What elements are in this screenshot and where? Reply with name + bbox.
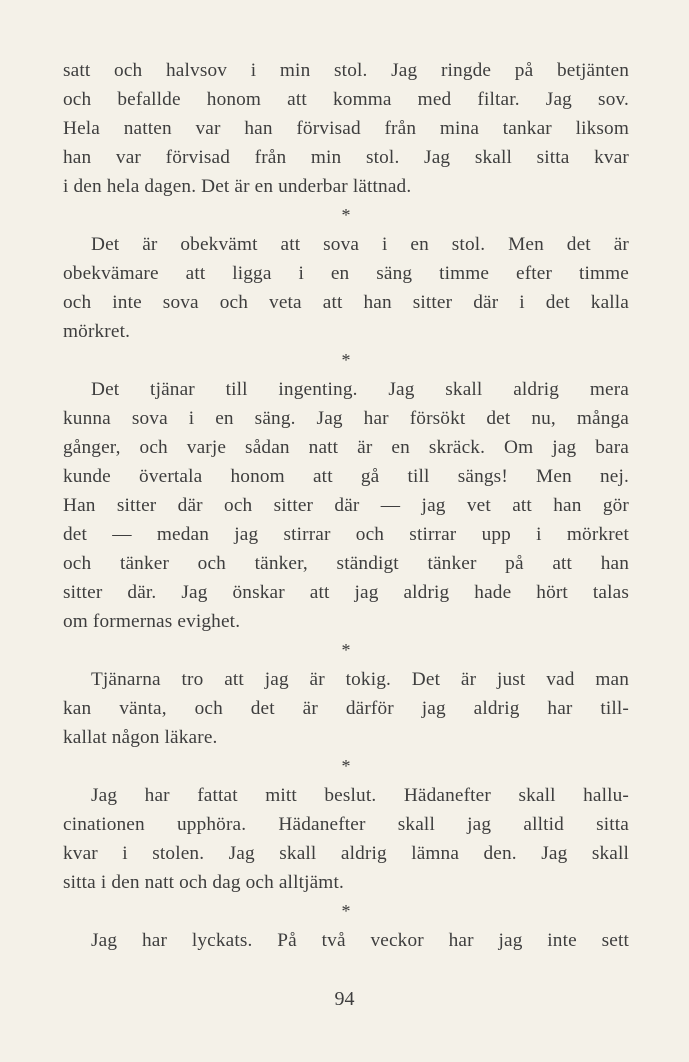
text-line: Jag har lyckats. På två veckor har jag inte sett xyxy=(91,930,629,951)
text-line: han var förvisad från min stol. Jag skall sitta kvar xyxy=(63,147,629,168)
section-separator: * xyxy=(341,901,351,921)
section-separator: * xyxy=(341,205,351,225)
text-line: i den hela dagen. Det är en underbar lättnad. xyxy=(63,176,412,197)
text-line: och tänker och tänker, ständigt tänker på att han xyxy=(63,553,629,574)
paragraph xyxy=(63,56,629,201)
paragraph xyxy=(63,665,629,752)
text-line: Det är obekvämt att sova i en stol. Men det är xyxy=(91,234,629,255)
text-line: Det tjänar till ingenting. Jag skall aldrig mera xyxy=(91,379,629,400)
text-line: mörkret. xyxy=(63,321,131,342)
text-line: sitter där. Jag önskar att jag aldrig hade hört talas xyxy=(63,582,629,603)
paragraph xyxy=(63,926,629,955)
body-text xyxy=(63,56,629,955)
text-line: cinationen upphöra. Hädanefter skall jag alltid sitta xyxy=(63,814,629,835)
text-line: kan vänta, och det är därför jag aldrig har till- xyxy=(63,698,629,719)
text-line: Han sitter där och sitter där — jag vet att han gör xyxy=(63,495,629,516)
text-line: satt och halvsov i min stol. Jag ringde på betjänten xyxy=(63,60,629,81)
page-number: 94 xyxy=(334,988,355,1010)
text-line: gånger, och varje sådan natt är en skräck. Om jag bara xyxy=(63,437,629,458)
text-line: Tjänarna tro att jag är tokig. Det är just vad man xyxy=(91,669,629,690)
text-line: om formernas evighet. xyxy=(63,611,241,632)
text-line: obekvämare att ligga i en säng timme efter timme xyxy=(63,263,629,284)
section-separator: * xyxy=(341,640,351,660)
section-separator: * xyxy=(341,756,351,776)
section-separator: * xyxy=(341,350,351,370)
text-line: Jag har fattat mitt beslut. Hädanefter skall hallu- xyxy=(91,785,629,806)
text-line: det — medan jag stirrar och stirrar upp i mörkret xyxy=(63,524,629,545)
text-line: kallat någon läkare. xyxy=(63,727,218,748)
text-line: och befallde honom att komma med filtar. Jag sov. xyxy=(63,89,629,110)
text-line: kunna sova i en säng. Jag har försökt det nu, många xyxy=(63,408,629,429)
text-line: kvar i stolen. Jag skall aldrig lämna den. Jag skall xyxy=(63,843,629,864)
text-line: kunde övertala honom att gå till sängs! Men nej. xyxy=(63,466,629,487)
paragraph xyxy=(63,230,629,346)
text-line: sitta i den natt och dag och alltjämt. xyxy=(63,872,344,893)
paragraph xyxy=(63,781,629,897)
paragraph xyxy=(63,375,629,636)
text-line: och inte sova och veta att han sitter där i det kalla xyxy=(63,292,629,313)
text-line: Hela natten var han förvisad från mina tankar liksom xyxy=(63,118,629,139)
